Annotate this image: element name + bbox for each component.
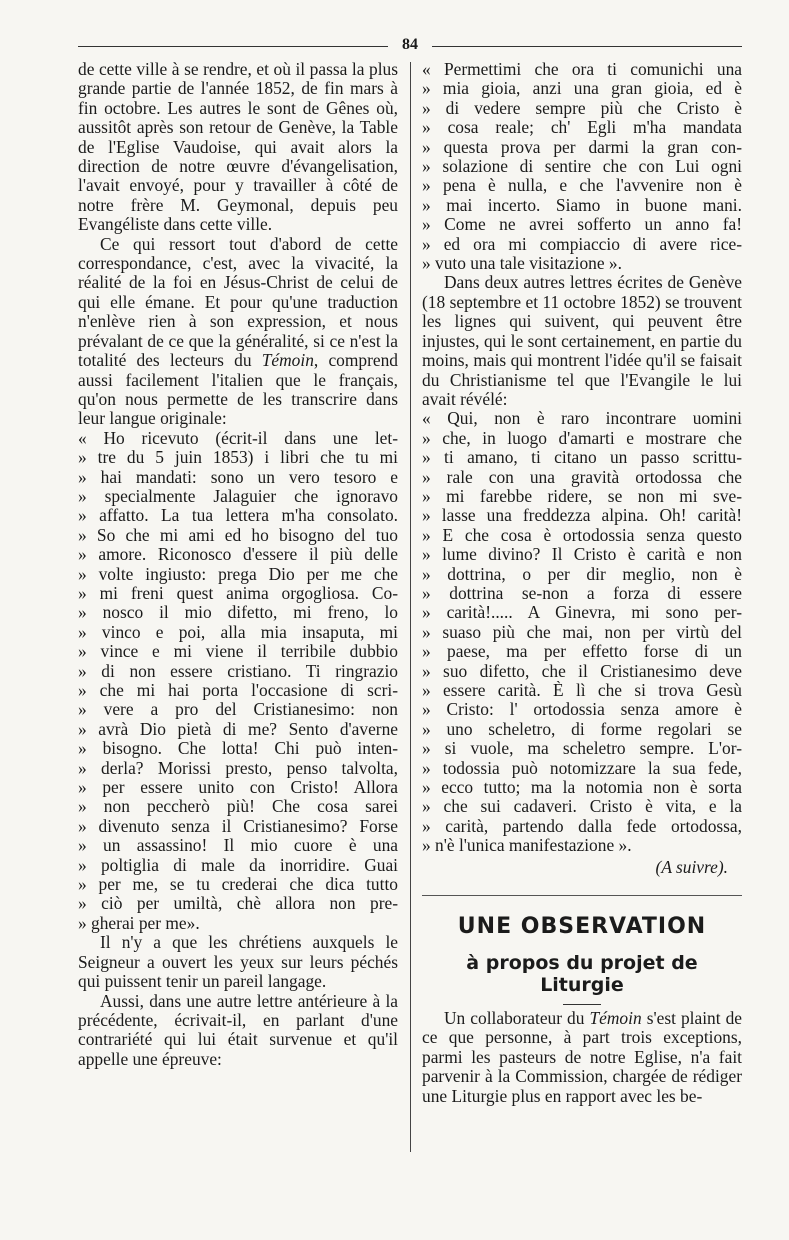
paragraph: Dans deux autres lettres écrites de Genève (18 septembre et 11 octobre 1852) se trouvent les lignes qui suivent, qui peuvent être injustes, qui le sont certainement, en partie du moins, mais qui montrent l'idée qu'il se faisait du Christianisme tel que l'Evangile le lui avait révélé: bbox=[422, 272, 742, 409]
page-header bbox=[78, 38, 742, 56]
quote-line: » hai mandati: sono un vero tesoro e bbox=[78, 467, 398, 487]
quote-line: » gherai per me». bbox=[78, 913, 200, 933]
quote-line: » n'è l'unica manifestazione ». bbox=[422, 836, 632, 856]
italian-quote bbox=[422, 409, 742, 855]
quote-line: » Come ne avrei sofferto un anno fa! bbox=[422, 215, 742, 235]
quote-line: » un assassino! Il mio cuore è una bbox=[78, 836, 398, 856]
quote-line: » todossia può notomizzare la sua fede, bbox=[422, 758, 742, 778]
quote-line: » mia gioia, anzi una gran gioia, ed è bbox=[422, 79, 742, 99]
quote-line: » per essere unito con Cristo! Allora bbox=[78, 778, 398, 798]
quote-line: » vince e mi viene il terribile dubbio bbox=[78, 642, 398, 662]
italian-quote bbox=[78, 429, 398, 934]
paragraph: de cette ville à se rendre, et où il passa la plus grande partie de l'année 1852, de fin mars à fin octobre. Les autres le sont de Gênes où, aussitôt après son retour de Genève, la Table de l'Eglise Vaudoise, qui avait alors la direction de notre œuvre d'évangelisation, l'avait envoyé, pour y travailler à côté de notre frère M. Geymonal, depuis peu Evangéliste dans cette ville. bbox=[78, 59, 398, 235]
column-divider bbox=[410, 62, 411, 1152]
quote-line: » non peccherò più! Che cosa sarei bbox=[78, 797, 398, 817]
paragraph: Aussi, dans une autre lettre antérieure à la précédente, écrivait-il, en parlant d'une contrariété qui lui était survenue et qu'il appelle une épreuve: bbox=[78, 990, 398, 1069]
paragraph bbox=[422, 1009, 742, 1106]
title-rule bbox=[563, 1004, 601, 1005]
quote-line: « Ho ricevuto (écrit-il dans une let- bbox=[78, 428, 398, 448]
quote-line: » paese, ma per effetto forse di un bbox=[422, 642, 742, 662]
quote-line: » So che mi ami ed ho bisogno del tuo bbox=[78, 525, 398, 545]
page-number: 84 bbox=[402, 36, 418, 53]
quote-line: » lume divino? Il Cristo è carità e non bbox=[422, 545, 742, 565]
quote-line: » di vedere sempre più che Cristo è bbox=[422, 98, 742, 118]
quote-line: « Qui, non è raro incontrare uomini bbox=[422, 409, 742, 429]
quote-line: » pena è nulla, e che l'avvenire non è bbox=[422, 176, 742, 196]
quote-line: » dottrina, o per dir meglio, non è bbox=[422, 564, 742, 584]
article-title: UNE OBSERVATION bbox=[457, 914, 707, 940]
section-separator bbox=[422, 895, 742, 896]
quote-line: » che sui cadaveri. Cristo è vita, e la bbox=[422, 797, 742, 817]
quote-line: » nosco il mio difetto, mi freno, lo bbox=[78, 603, 398, 623]
quote-line: » dottrina se-non a forza di essere bbox=[422, 583, 742, 603]
quote-line: » volte ingiusto: prega Dio per me che bbox=[78, 564, 398, 584]
quote-line: » derla? Morissi presto, penso talvolta, bbox=[78, 758, 398, 778]
quote-line: » specialmente Jalaguier che ignoravo bbox=[78, 486, 398, 506]
quote-line: » ed ora mi compiaccio di avere rice- bbox=[422, 234, 742, 254]
quote-line: » cosa reale; ch' Egli m'ha mandata bbox=[422, 118, 742, 138]
quote-line: » vuto una tale visitazione ». bbox=[422, 254, 622, 274]
quote-line: » lasse una freddezza alpina. Oh! carità! bbox=[422, 506, 742, 526]
quote-line: » bisogno. Che lotta! Chi può inten- bbox=[78, 739, 398, 759]
quote-line: » tre du 5 juin 1853) i libri che tu mi bbox=[78, 448, 398, 468]
quote-line: » che, in luogo d'amarti e mostrare che bbox=[422, 428, 742, 448]
quote-line: » ciò per umiltà, chè allora non pre- bbox=[78, 894, 398, 914]
quote-line: » vere a pro del Cristianesimo: non bbox=[78, 700, 398, 720]
quote-line: » rale con una gravità ortodossa che bbox=[422, 467, 742, 487]
quote-line: » suo difetto, che il Cristianesimo deve bbox=[422, 661, 742, 681]
italian-quote bbox=[422, 60, 742, 273]
paragraph-text: Un collaborateur du bbox=[444, 1008, 590, 1029]
left-column bbox=[78, 60, 398, 1069]
paragraph: Il n'y a que les chrétiens auxquels le Seigneur a ouvert les yeux sur leurs péchés qui puissent tenir un pareil langage. bbox=[78, 932, 398, 992]
paragraph-text: , comprend aussi facilement l'italien que le français, qu'on nous permette de les transcrire dans leur langue originale: bbox=[78, 350, 398, 429]
quote-line: » suaso più che mai, non per virtù del bbox=[422, 622, 742, 642]
quote-line: » Cristo: l' ortodossia senza amore è bbox=[422, 700, 742, 720]
paragraph-text: s'est plaint de ce que personne, à part trois exceptions, parmi les pasteurs de notre Eglise, n'a fait parvenir à la Commission, chargée de rédiger une Liturgie plus en rapport avec les be- bbox=[422, 1008, 743, 1106]
journal-name: Témoin bbox=[589, 1008, 642, 1029]
right-column bbox=[422, 60, 742, 1106]
quote-line: » affatto. La tua lettera m'ha consolato. bbox=[78, 506, 398, 526]
quote-line: » amore. Riconosco d'essere il più delle bbox=[78, 545, 398, 565]
quote-line: » solazione di sentire che con Lui ogni bbox=[422, 157, 742, 177]
to-be-continued: (A suivre). bbox=[655, 856, 728, 877]
quote-line: » avrà Dio pietà di me? Sento d'averne bbox=[78, 719, 398, 739]
header-rule-right bbox=[432, 46, 742, 47]
quote-line: » E che cosa è ortodossia senza questo bbox=[422, 525, 742, 545]
quote-line: » ti amano, ti citano un passo scrittu- bbox=[422, 448, 742, 468]
quote-line: » carità, partendo dalla fede ortodossa, bbox=[422, 816, 742, 836]
quote-line: » di non essere cristiano. Ti ringrazio bbox=[78, 661, 398, 681]
quote-line: » si vuole, ma scheletro sempre. L'or- bbox=[422, 739, 742, 759]
journal-name: Témoin bbox=[261, 350, 314, 371]
quote-line: » che mi hai porta l'occasione di scri- bbox=[78, 681, 398, 700]
quote-line: » mi farebbe ridere, se non mi sve- bbox=[422, 486, 742, 506]
quote-line: » vinco e poi, alla mia insaputa, mi bbox=[78, 622, 398, 642]
quote-line: » ecco tutto; ma la notomia non è sorta bbox=[422, 778, 742, 798]
quote-line: » essere carità. È lì che si trova Gesù bbox=[422, 681, 742, 700]
paragraph bbox=[78, 235, 398, 429]
paragraph-text: Ce qui ressort tout d'abord de cette correspondance, c'est, avec la vivacité, la réalité de la foi en Jésus-Christ de celui de qui elle émane. Et pour qu'une traduction n'enlève rien à son expression, et nous prévalant de ce que la généralité, si ce n'est la totalité des lecteurs du bbox=[78, 233, 398, 371]
quote-line: » mai incerto. Siamo in buone mani. bbox=[422, 195, 742, 215]
quote-line: » mi freni quest anima orgogliosa. Co- bbox=[78, 583, 398, 603]
quote-line: » carità!..... A Ginevra, mi sono per- bbox=[422, 603, 742, 623]
quote-line: » poltiglia di male da inorridire. Guai bbox=[78, 855, 398, 875]
article-subtitle: à propos du projet de Liturgie bbox=[466, 952, 698, 997]
quote-line: » questa prova per darmi la gran con- bbox=[422, 137, 742, 157]
quote-line: » per me, se tu crederai che dica tutto bbox=[78, 875, 398, 895]
quote-line: » uno scheletro, di forme regolari se bbox=[422, 719, 742, 739]
quote-line: « Permettimi che ora ti comunichi una bbox=[422, 60, 742, 79]
quote-line: » divenuto senza il Cristianesimo? Forse bbox=[78, 816, 398, 836]
